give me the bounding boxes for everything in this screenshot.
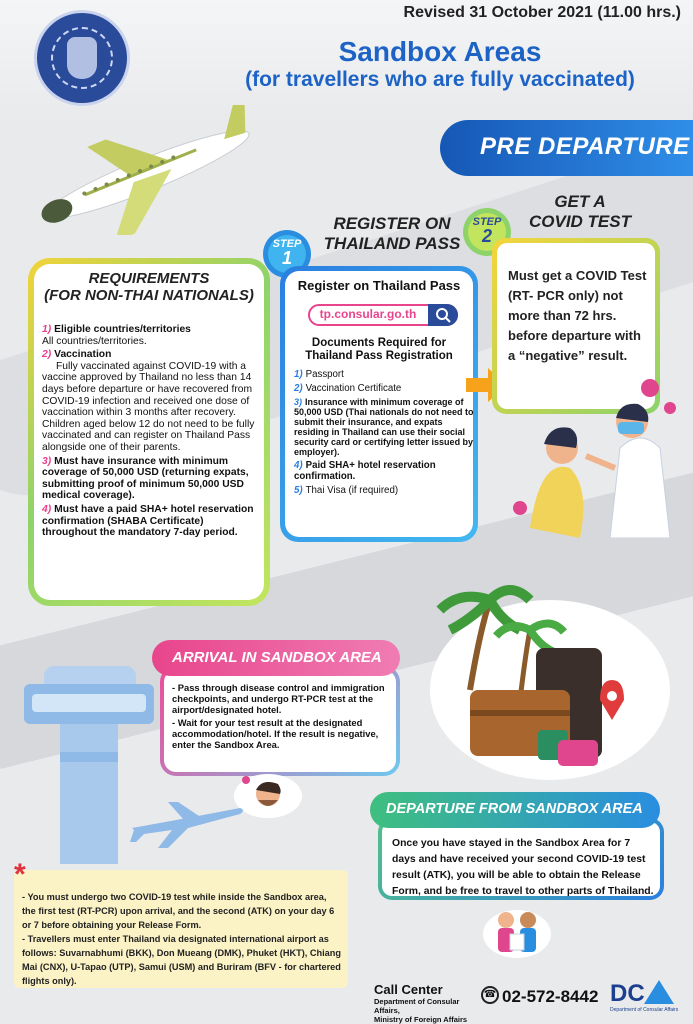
document-item: 1) Passport	[294, 369, 344, 380]
step-1-word: STEP	[272, 238, 302, 250]
call-center-department: Department of Consular Affairs, Ministry of Foreign Affairs	[374, 997, 468, 1024]
people-illustration	[482, 900, 552, 960]
page-title: Sandbox Areas	[338, 36, 542, 67]
step-2-number: 2	[481, 226, 492, 246]
note-line: - Travellers must enter Thailand via designated international airport as follows: Suvarnabhumi (BKK), Don Mueang (DMK), Phuket (HKT), Chiang Mai (CNX), U-Tapao (UTP), Samui (USM) and Buriram (BFV - for chartered flights only).	[22, 934, 341, 986]
dca-logo-subtitle: Department of Consular Affairs	[610, 1007, 679, 1013]
requirement-item: 3) Must have insurance with minimum coverage of 50,000 USD (returning expats, submitting proof of minimum 50,000 USD medical coverage).	[42, 455, 249, 502]
document-item: 3) Insurance with minimum coverage of 50,000 USD (Thai nationals do not need to submit their insurance, and expats residing in Thailand can use their social security card or certifying letter issued by employer).	[294, 397, 474, 457]
arrival-item: - Pass through disease control and immigration checkpoints, and undergo RT-PCR test at the airport/designated hotel.	[172, 682, 385, 715]
search-icon[interactable]	[428, 304, 458, 326]
step-2-word: STEP	[472, 216, 502, 228]
note-line: - You must undergo two COVID-19 test while inside the Sandbox area, the first test (RT-PCR) upon arrival, and the second (ATK) on your day 6 or 7 before obtaining your Release Form.	[22, 892, 335, 930]
requirements-list	[42, 324, 260, 541]
document-item: 5) Thai Visa (if required)	[294, 485, 399, 496]
arrival-banner: ARRIVAL IN SANDBOX AREA	[152, 640, 400, 676]
thailand-pass-url[interactable]: tp.consular.go.th	[319, 307, 417, 321]
government-seal-logo	[34, 10, 130, 106]
document-item: 4) Paid SHA+ hotel reservation confirmation.	[294, 460, 436, 482]
control-tower-windows	[32, 694, 146, 712]
note-text	[22, 890, 342, 988]
phone-icon: ☎	[481, 986, 499, 1004]
step-1-heading: REGISTER ON THAILAND PASS	[323, 214, 461, 253]
thailand-pass-title: Register on Thailand Pass	[297, 278, 461, 293]
control-tower-shaft	[60, 724, 118, 864]
arrival-item: - Wait for your test result at the designated accommodation/hotel. If the result is negative, enter the Sandbox Area.	[172, 717, 379, 750]
requirement-item: 2) Vaccination Fully vaccinated against COVID-19 with a vaccine approved by Thailand no less than 14 days before departure or have recovered from COVID-19 infection and received one dose of vaccination within 3 months after recovery. Children aged below 12 do not need to be fully vaccinated and can register on Thailand Pass alongside one of their parents.	[42, 349, 255, 453]
dca-logo: DC	[610, 980, 645, 1007]
airplane-illustration	[20, 105, 270, 235]
revised-date: Revised 31 October 2021 (11.00 hrs.)	[403, 4, 681, 21]
requirement-item: 1) Eligible countries/territories All countries/territories.	[42, 324, 191, 347]
documents-title: Documents Required for Thailand Pass Registration	[305, 337, 453, 362]
arrival-list	[172, 683, 394, 754]
departure-text: Once you have stayed in the Sandbox Area for 7 days and have received your second COVID-19 test result (ATK), you will be able to obtain the Release Form, and be free to travel to other parts of Thailand.	[392, 838, 654, 897]
step-1-number: 1	[281, 248, 292, 268]
pre-departure-banner: PRE DEPARTURE	[440, 120, 693, 176]
control-tower	[44, 666, 136, 684]
document-item: 2) Vaccination Certificate	[294, 383, 402, 394]
covid-test-illustration	[500, 378, 693, 538]
airplane-silhouette	[128, 798, 248, 850]
phone-number[interactable]: 02-572-8442	[502, 987, 599, 1006]
dca-logo-triangle	[644, 980, 674, 1004]
requirement-item: 4) Must have a paid SHA+ hotel reservation confirmation (SHABA Certificate) throughout the mandatory 7-day period.	[42, 503, 254, 539]
control-tower-stripe	[60, 752, 118, 762]
luggage-illustration	[430, 580, 680, 780]
page-subtitle: (for travellers who are fully vaccinated)	[245, 68, 635, 91]
documents-list	[294, 369, 474, 499]
covid-test-text: Must get a COVID Test (RT- PCR only) not more than 72 hrs. before departure with a “negative” result.	[508, 268, 647, 363]
asterisk-icon: *	[14, 858, 26, 891]
step-2-heading: GET A COVID TEST	[528, 192, 631, 231]
call-center-title: Call Center	[374, 982, 443, 997]
requirements-title: REQUIREMENTS (FOR NON-THAI NATIONALS)	[44, 270, 254, 304]
departure-banner: DEPARTURE FROM SANDBOX AREA	[370, 792, 660, 828]
